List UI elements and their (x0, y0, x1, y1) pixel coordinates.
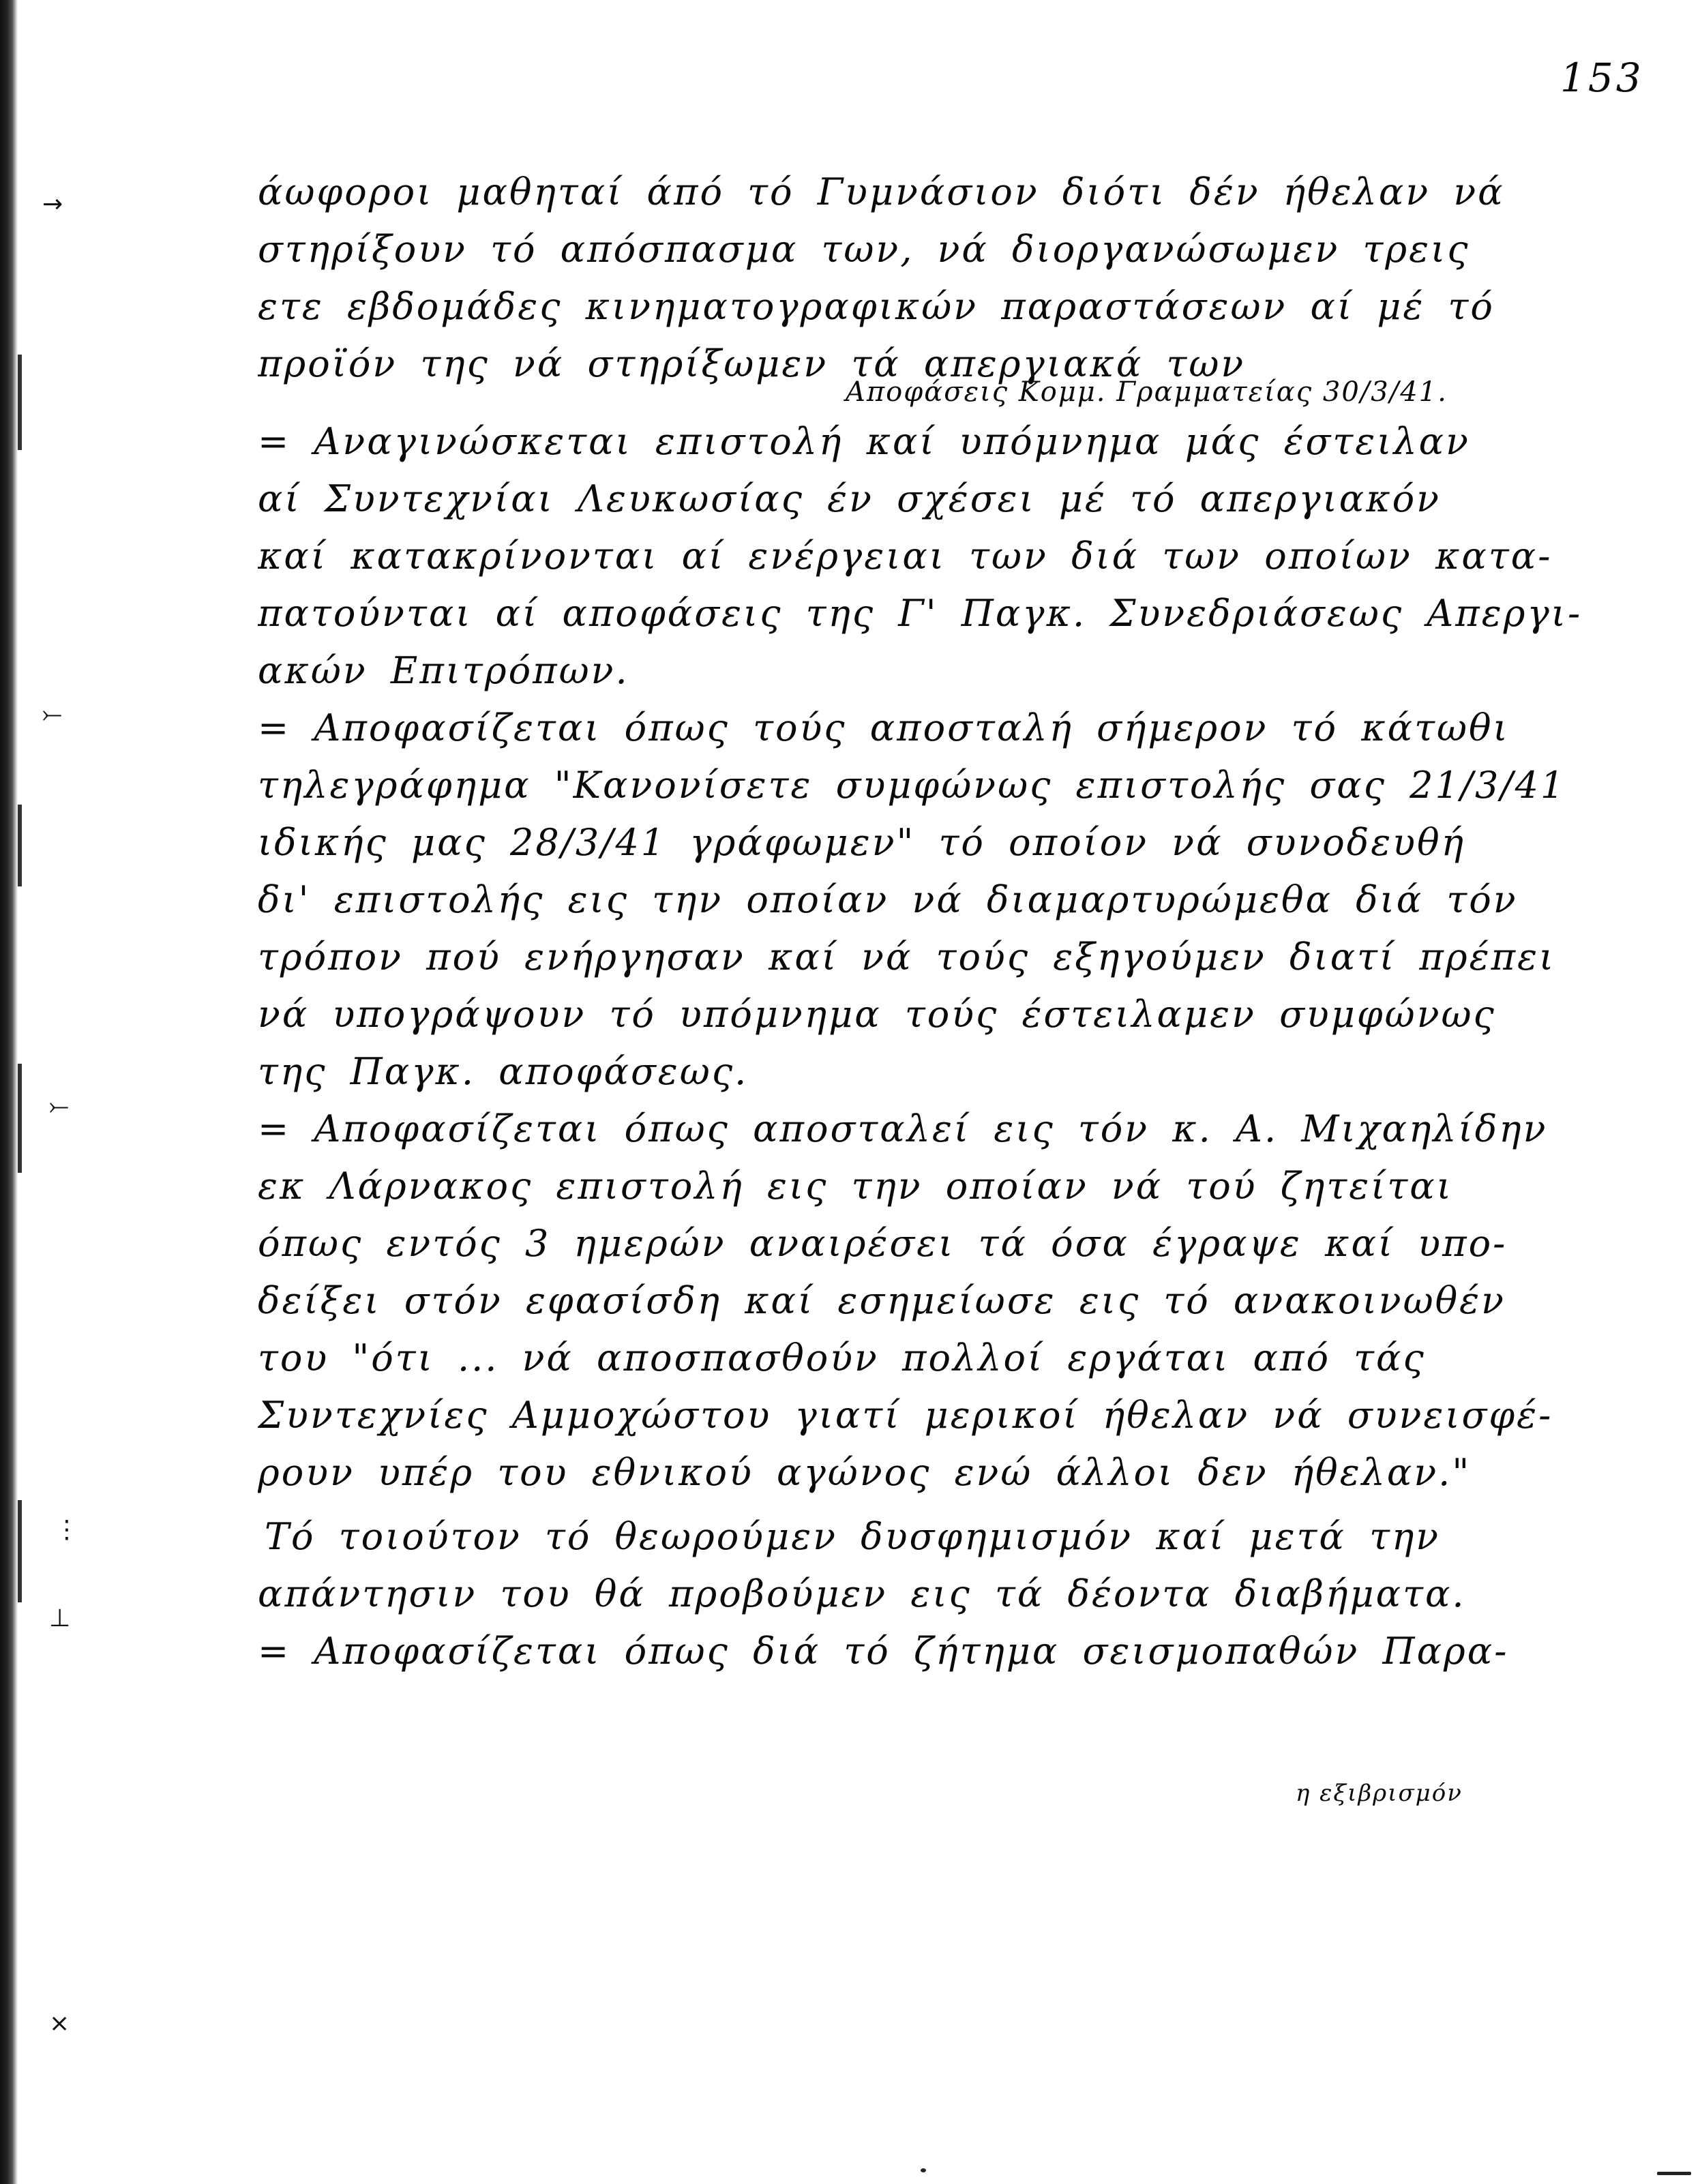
manuscript-line: προϊόν της νά στηρίξωμεν τά απεργιακά των (258, 342, 1246, 385)
manuscript-line: Τό τοιούτον τό θεωρούμεν δυσφημισμόν καί μετά την (265, 1515, 1441, 1558)
manuscript-line: ακών Επιτρόπων. (258, 649, 629, 692)
interlinear-insert: η εξιβρισμόν (1296, 1780, 1463, 1807)
manuscript-line: = Αναγινώσκεται επιστολή καί υπόμνημα μάς έστειλαν (258, 420, 1470, 463)
manuscript-line: πατούνται αί αποφάσεις της Γ' Παγκ. Συνεδριάσεως Απεργι- (258, 592, 1583, 635)
manuscript-line: του "ότι ... νά αποσπασθούν πολλοί εργάται από τάς (258, 1336, 1426, 1379)
manuscript-line: ετε εβδομάδες κινηματογραφικών παραστάσεων αί μέ τό (258, 285, 1495, 328)
binding-speck (18, 1064, 22, 1173)
margin-arrow-mark: ⤚ (42, 700, 62, 728)
manuscript-line: νά υπογράψουν τό υπόμνημα τούς έστειλαμεν συμφώνως (258, 993, 1496, 1036)
binding-speck (18, 355, 22, 450)
margin-arrow-mark: ⤚ (49, 1092, 69, 1120)
interlinear-heading: Αποφάσεις Κομμ. Γραμματείας 30/3/41. (846, 376, 1448, 408)
scan-dot (921, 2168, 926, 2172)
manuscript-line: = Αποφασίζεται όπως αποσταλεί εις τόν κ. Α. Μιχαηλίδην (258, 1107, 1548, 1150)
manuscript-line: καί κατακρίνονται αί ενέργειαι των διά των οποίων κατα- (258, 535, 1553, 578)
margin-dots-mark: ⋮ (55, 1516, 79, 1544)
page-number: 153 (1560, 55, 1644, 101)
manuscript-line: εκ Λάρνακος επιστολή εις την οποίαν νά τού ζητείται (258, 1165, 1453, 1208)
manuscript-line: δείξει στόν εφασίσδη καί εσημείωσε εις τό ανακοινωθέν (258, 1279, 1506, 1322)
page-binding-edge (0, 0, 18, 2184)
manuscript-line: δι' επιστολής εις την οποίαν νά διαμαρτυρώμεθα διά τόν (258, 878, 1518, 921)
margin-cross-mark: × (49, 2009, 70, 2037)
manuscript-line: της Παγκ. αποφάσεως. (258, 1050, 749, 1093)
manuscript-line: άωφοροι μαθηταί άπό τό Γυμνάσιον διότι δέν ήθελαν νά (258, 170, 1505, 213)
manuscript-body (258, 164, 1662, 1680)
scan-edge-mark (1657, 2172, 1691, 2175)
manuscript-line: = Αποφασίζεται όπως τούς αποσταλή σήμερον τό κάτωθι (258, 706, 1510, 749)
manuscript-line: όπως εντός 3 ημερών αναιρέσει τά όσα έγραψε καί υπο- (258, 1222, 1508, 1265)
manuscript-line: = Αποφασίζεται όπως διά τό ζήτημα σεισμοπαθών Παρα- (258, 1630, 1509, 1673)
binding-speck (18, 1500, 22, 1602)
manuscript-line: απάντησιν του θά προβούμεν εις τά δέοντα διαβήματα. (258, 1572, 1466, 1615)
manuscript-line: τηλεγράφημα "Κανονίσετε συμφώνως επιστολής σας 21/3/41 (258, 764, 1566, 807)
binding-speck (18, 805, 22, 886)
manuscript-line: Συντεχνίες Αμμοχώστου γιατί μερικοί ήθελαν νά συνεισφέ- (258, 1394, 1553, 1437)
margin-caret-mark: ⊥ (49, 1604, 71, 1632)
margin-arrow-mark: → (42, 190, 63, 218)
manuscript-line: αί Συντεχνίαι Λευκωσίας έν σχέσει μέ τό απεργιακόν (258, 477, 1442, 520)
manuscript-line: στηρίξουν τό απόσπασμα των, νά διοργανώσωμεν τρεις (258, 228, 1470, 271)
manuscript-line: ρουν υπέρ του εθνικού αγώνος ενώ άλλοι δεν ήθελαν." (258, 1451, 1472, 1494)
manuscript-line: τρόπον πού ενήργησαν καί νά τούς εξηγούμεν διατί πρέπει (258, 936, 1556, 978)
manuscript-line: ιδικής μας 28/3/41 γράφωμεν" τό οποίον νά συνοδευθή (258, 821, 1465, 864)
